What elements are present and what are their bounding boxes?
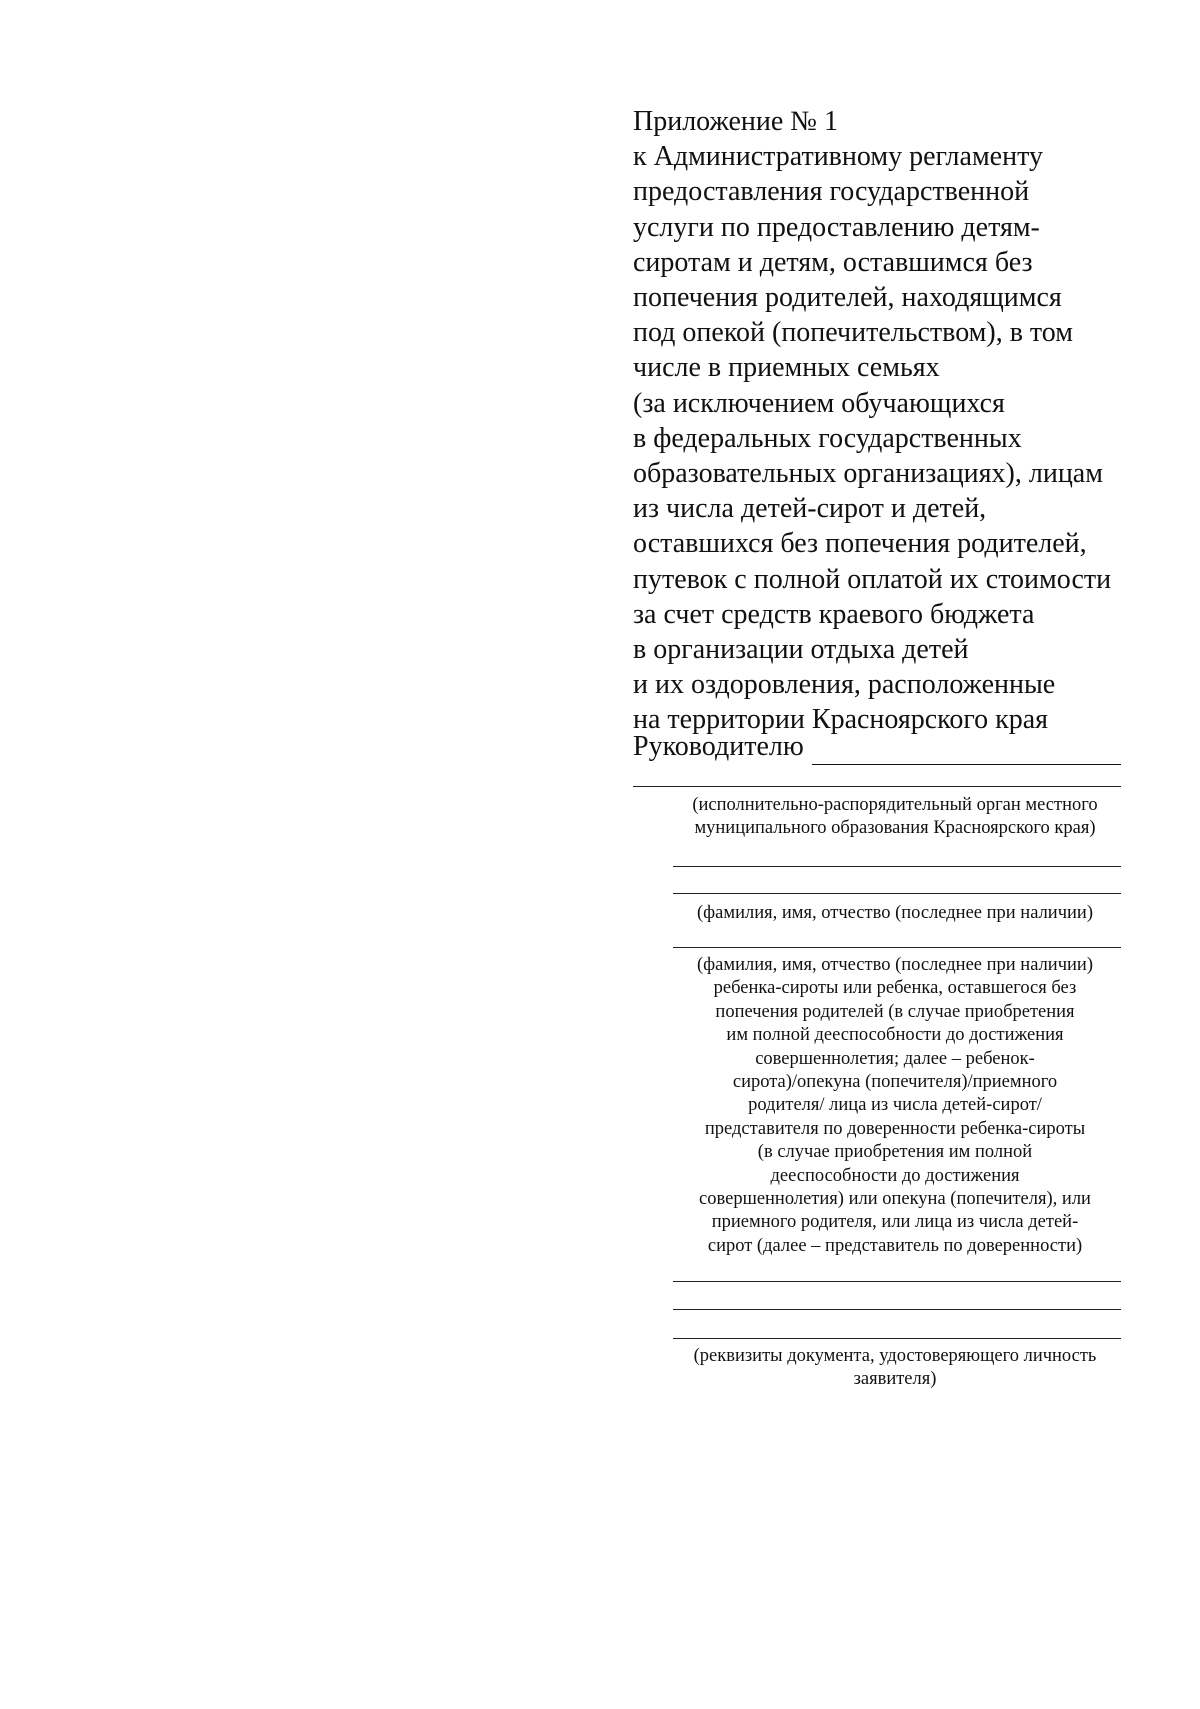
- caption-applicant: [660, 954, 1130, 1258]
- caption-name: [660, 902, 1130, 925]
- appendix-line: образовательных организациях), лицам: [633, 458, 1103, 490]
- appendix-line: сиротам и детям, оставшимся без: [633, 246, 1033, 278]
- caption-line: (в случае приобретения им полной: [757, 1142, 1033, 1163]
- appendix-line: к Административному регламенту: [633, 141, 1043, 173]
- caption-line: дееспособности до достижения: [770, 1165, 1020, 1186]
- caption-line: совершеннолетия; далее – ребенок-: [755, 1048, 1035, 1069]
- appendix-line: в организации отдыха детей: [633, 634, 969, 666]
- caption-line: муниципального образования Красноярского края): [694, 818, 1096, 839]
- addressee-label: Руководителю: [633, 731, 804, 762]
- caption-line: попечения родителей (в случае приобретения: [715, 1001, 1075, 1022]
- applicant-input-line[interactable]: [673, 947, 1121, 948]
- appendix-line: и их оздоровления, расположенные: [633, 669, 1056, 701]
- caption-line: заявителя): [853, 1369, 937, 1390]
- appendix-line: (за исключением обучающихся: [633, 387, 1005, 419]
- appendix-line: из числа детей-сирот и детей,: [633, 493, 987, 525]
- authority-input-line[interactable]: [633, 786, 1121, 787]
- appendix-line: попечения родителей, находящимся: [633, 282, 1062, 314]
- caption-line: (фамилия, имя, отчество (последнее при наличии): [697, 955, 1093, 975]
- appendix-line: под опекой (попечительством), в том: [633, 317, 1073, 349]
- caption-line: приемного родителя, или лица из числа детей-: [711, 1212, 1079, 1233]
- caption-document: [660, 1345, 1130, 1392]
- appendix-line: предоставления государственной: [633, 176, 1030, 208]
- name-input-line-2[interactable]: [673, 893, 1121, 894]
- caption-line: представителя по доверенности ребенка-сироты: [704, 1118, 1086, 1139]
- appendix-header: [633, 104, 1133, 738]
- appendix-line: услуги по предоставлению детям-: [633, 211, 1040, 243]
- caption-line: (реквизиты документа, удостоверяющего личность: [693, 1346, 1097, 1366]
- name-input-line-1[interactable]: [673, 866, 1121, 867]
- caption-line: родителя/ лица из числа детей-сирот/: [748, 1095, 1042, 1116]
- caption-line: (фамилия, имя, отчество (последнее при наличии): [697, 903, 1093, 923]
- caption-line: им полной дееспособности до достижения: [726, 1025, 1064, 1046]
- appendix-line: оставшихся без попечения родителей,: [633, 528, 1087, 560]
- caption-line: (исполнительно-распорядительный орган местного: [692, 795, 1098, 815]
- appendix-line: путевок с полной оплатой их стоимости: [633, 563, 1112, 595]
- caption-line: сирота)/опекуна (попечителя)/приемного: [732, 1072, 1058, 1093]
- appendix-line: Приложение № 1: [633, 106, 838, 137]
- caption-authority: [660, 794, 1130, 841]
- appendix-line: за счет средств краевого бюджета: [633, 598, 1035, 630]
- caption-line: сирот (далее – представитель по доверенности): [707, 1235, 1083, 1256]
- document-input-line-3[interactable]: [673, 1338, 1121, 1339]
- document-input-line-1[interactable]: [673, 1281, 1121, 1282]
- appendix-line: числе в приемных семьях: [633, 352, 940, 384]
- addressee-row: [633, 729, 1121, 765]
- caption-line: совершеннолетия) или опекуна (попечителя), или: [699, 1189, 1091, 1210]
- appendix-line: в федеральных государственных: [633, 422, 1022, 454]
- appendix-line: на территории Красноярского края: [633, 704, 1049, 736]
- addressee-input-line[interactable]: [812, 734, 1121, 765]
- caption-line: ребенка-сироты или ребенка, оставшегося без: [713, 978, 1077, 999]
- document-input-line-2[interactable]: [673, 1309, 1121, 1310]
